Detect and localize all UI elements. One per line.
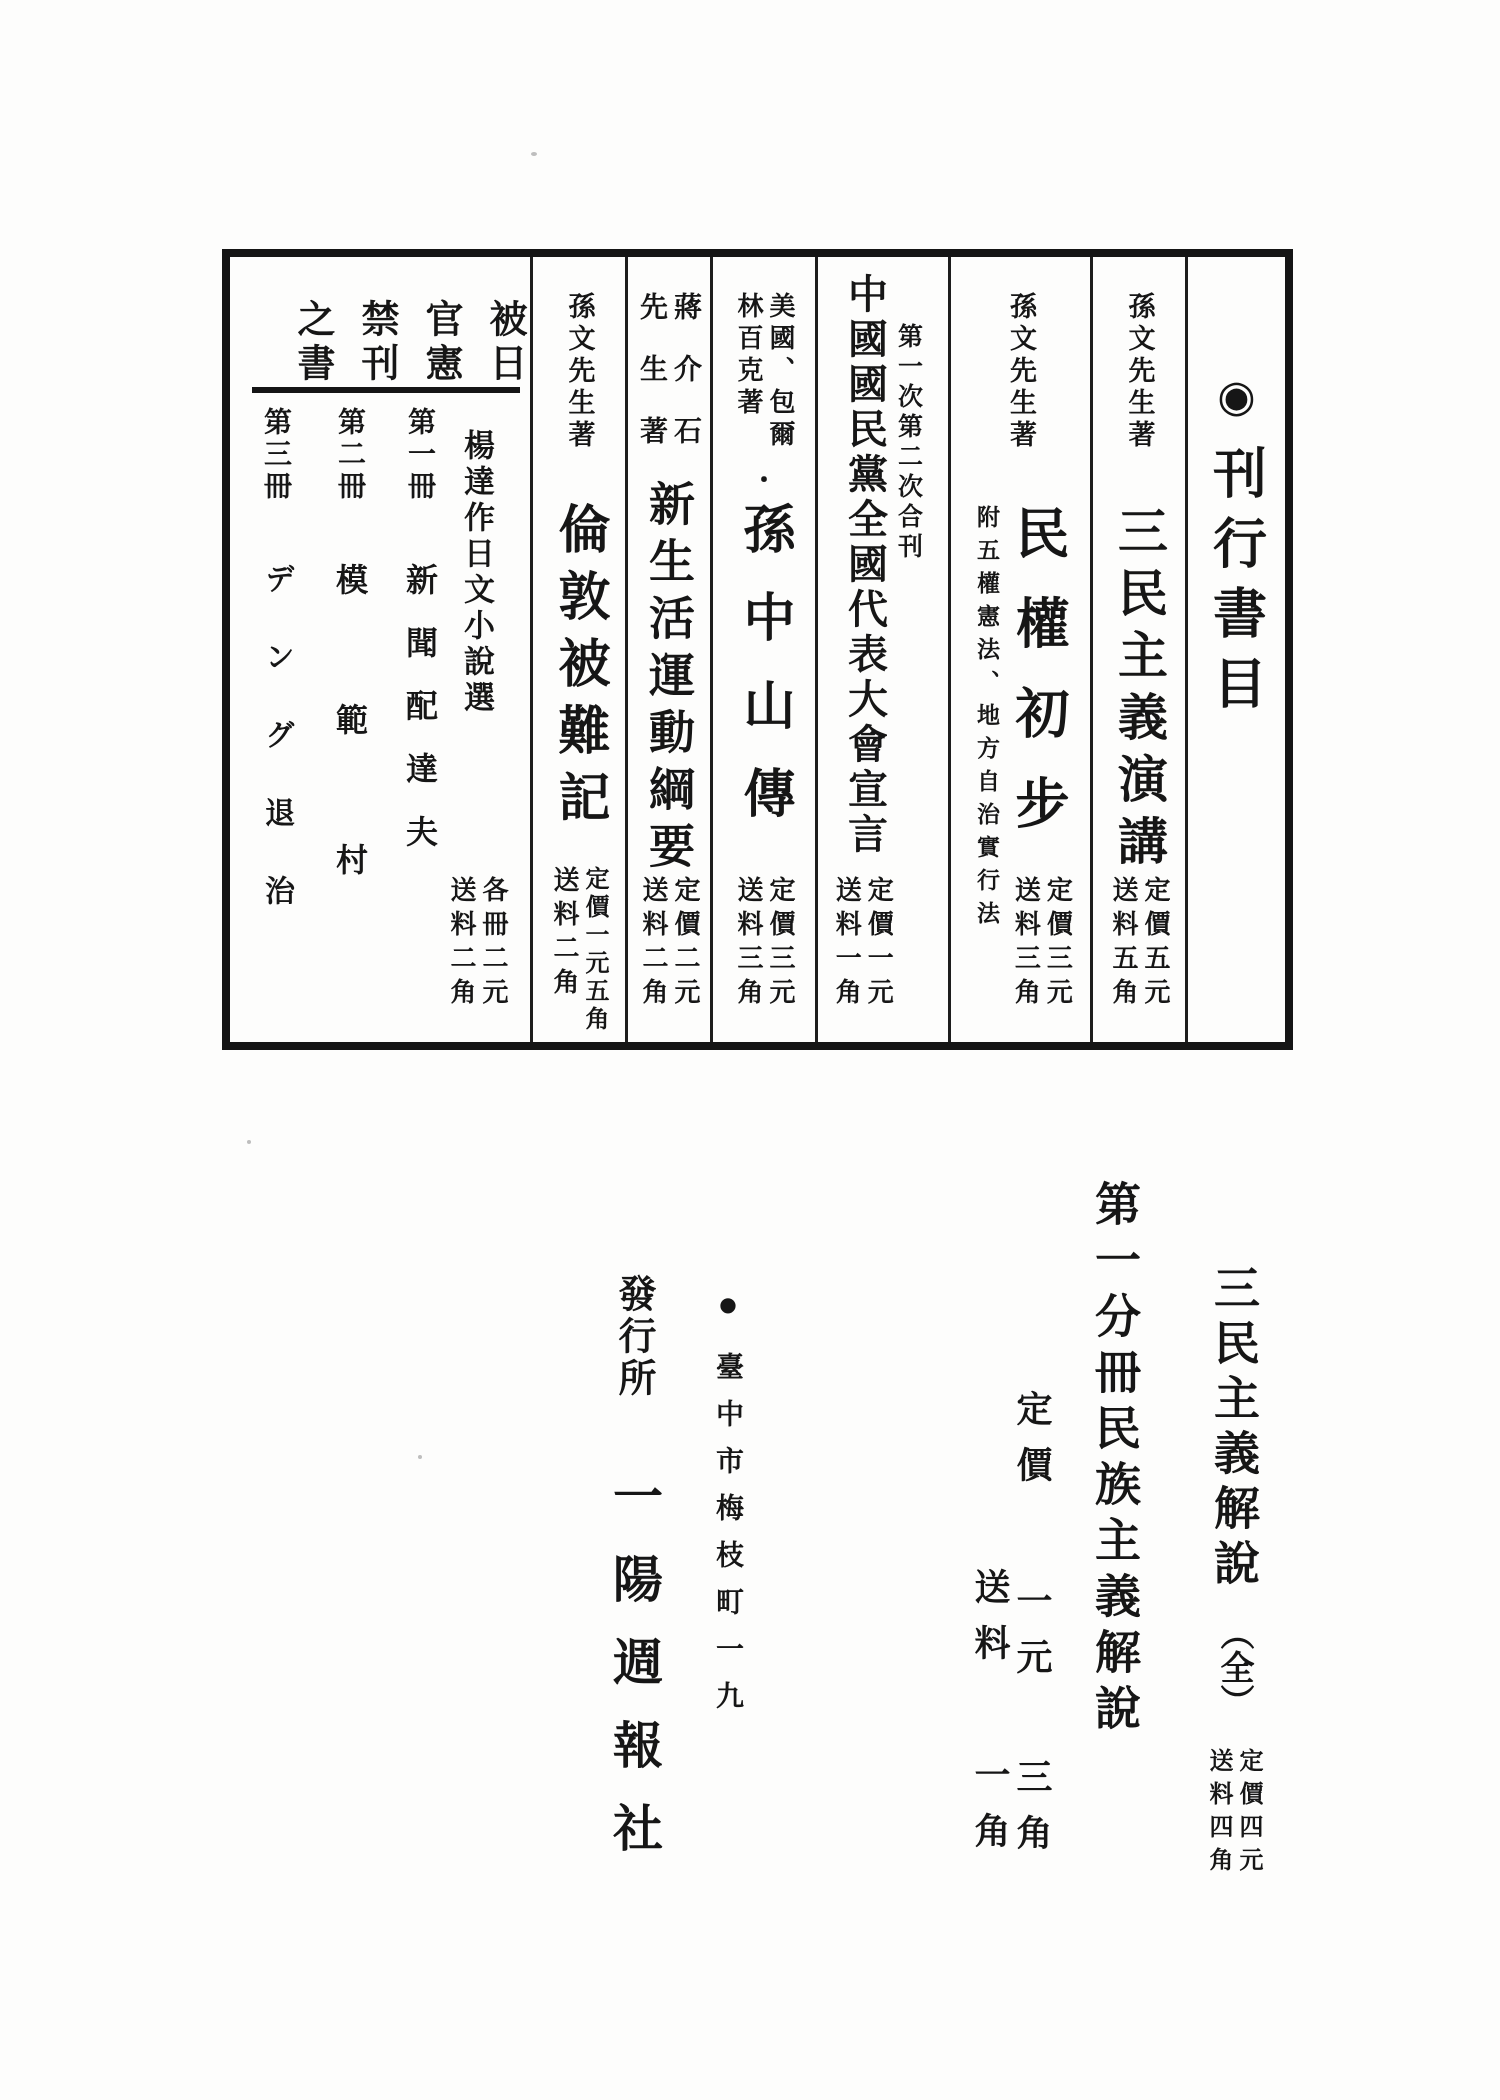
shipping-value: 送料二角 [549,866,579,1002]
publisher-label: 發行所 [612,1274,657,1400]
publisher-address: 臺中市梅枝町一九 [712,1352,745,1728]
book-column-minquan-chubu [948,257,1090,1042]
price-yuan: 一元 [1011,1582,1053,1694]
price-column [1011,1390,1053,1870]
book-author: 孫文先生著 [1123,292,1155,452]
book-title: 三民主義演講 [1110,505,1169,877]
book-author-pair [735,292,793,452]
book-author-left: 林百克著 [733,292,763,420]
shipping-value: 送料四角 [1205,1748,1234,1880]
book-column-london-kidnapped [530,257,625,1042]
banned-section-header [291,299,528,387]
price-value: 定價五元 [1140,876,1170,1012]
shipping-column [969,1568,1011,1868]
book-edition: 第一次第二次合刊 [894,323,924,563]
banned-header-line: 被日 [483,299,528,387]
price-value: 定價三元 [765,876,795,1012]
banned-books-section [230,257,530,1042]
banned-header-line: 官憲 [419,299,464,387]
price-value: 定價三元 [1042,876,1073,1012]
shipping-value: 送料二角 [638,876,668,1012]
book-title: 孫中山傳 [734,502,795,854]
featured-book [1196,1264,1272,1880]
catalog-title-column [1185,257,1285,1042]
featured-book-title: 三民主義解說 [1207,1264,1261,1594]
volume-title: 新聞配達夫 [401,563,439,878]
volume-entry [248,407,304,953]
shipping-label: 送料 [969,1568,1011,1680]
book-column-sun-biography [710,257,815,1042]
book-author: 孫文先生著 [563,292,595,452]
volume-label: 第三冊 [260,407,293,503]
first-volume-title: 第一分冊民族主義解說 [1088,1180,1142,1740]
shipping-jiao: 一角 [969,1756,1011,1868]
scan-speck [247,1140,251,1144]
book-price [831,876,894,1012]
volume-title: 模範村 [331,563,369,983]
price-jiao: 三角 [1011,1758,1053,1870]
volume-label: 第二冊 [334,407,367,503]
separator-dot-icon: ・ [750,466,777,496]
banned-header-line: 之書 [291,299,336,387]
book-column-sanmin-lectures [1090,257,1185,1042]
book-title-row [973,505,1071,934]
book-author: 孫文先生著 [1005,292,1036,452]
banned-header-line: 禁刊 [355,299,400,387]
series-title: 楊達作日文小說選 [458,429,494,717]
publisher-column [598,1274,670,1885]
price-value: 定價一元五角 [581,866,610,1034]
book-author-right: 蔣介石 [670,292,703,478]
publisher-name: 一陽週報社 [605,1470,664,1885]
book-column-kmt-declaration [815,257,948,1042]
book-column-new-life-movement [625,257,710,1042]
book-price [1110,876,1168,1012]
price-value: 定價二元 [670,876,700,1012]
book-title-row [841,273,924,858]
price-value: 各冊二元 [478,876,508,1012]
book-author-pair [636,292,703,478]
book-price [1010,876,1073,1012]
shipping-value: 送料一角 [831,876,862,1012]
book-price [549,866,610,1034]
publisher-address-column [704,1294,752,1728]
book-title: 中國國民黨全國代表大會宣言 [841,273,889,858]
book-price [640,876,698,1012]
book-title: 新生活運動綱要 [642,480,696,879]
catalog-box [222,249,1293,1050]
book-price [735,876,793,1012]
featured-book-edition: （全） [1214,1616,1254,1718]
book-author-right: 美國、包爾 [765,292,795,452]
bullet-icon: ● [719,1292,737,1316]
featured-book-price [1205,1748,1264,1880]
book-title: 民權初步 [1007,505,1071,865]
volume-entry [322,407,378,983]
shipping-value: 送料三角 [1010,876,1041,1012]
volume-title: デング退治 [259,563,294,953]
book-note: 附五權憲法、地方自治實行法 [973,505,1000,934]
scan-speck [531,152,537,156]
book-author-left: 先生著 [636,292,669,478]
book-title: 倫敦被難記 [549,502,610,837]
price-value: 定價一元 [863,876,894,1012]
scan-speck [418,1455,422,1459]
price-label: 定價 [1011,1390,1053,1502]
price-value: 定價四元 [1235,1748,1264,1880]
volume-label: 第一冊 [404,407,437,503]
shipping-value: 送料二角 [446,876,476,1012]
catalog-title: 刊行書目 [1204,445,1269,725]
shipping-value: 送料三角 [733,876,763,1012]
divider-rule [252,387,520,393]
volume-entry [392,407,448,878]
bullseye-icon: ◉ [1217,371,1256,422]
series-price [448,876,506,1012]
shipping-value: 送料五角 [1108,876,1138,1012]
